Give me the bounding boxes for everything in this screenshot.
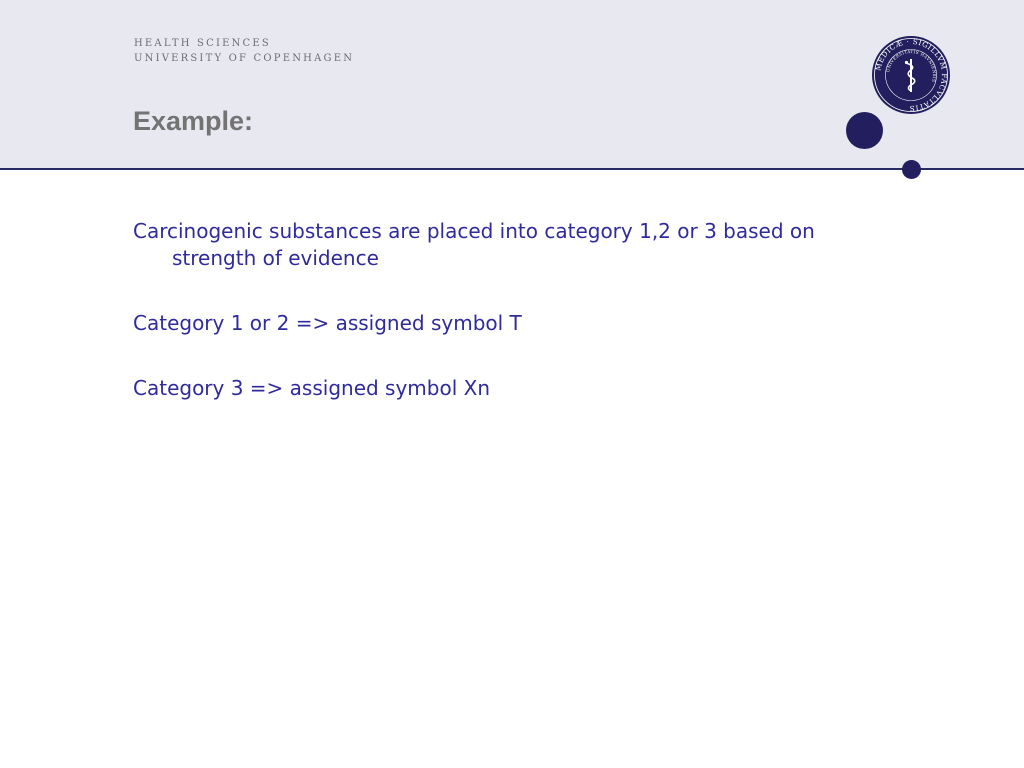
faculty-name-line-1: HEALTH SCIENCES bbox=[134, 38, 271, 49]
body-paragraph: Category 3 => assigned symbol Xn bbox=[133, 376, 491, 400]
slide-title: Example: bbox=[133, 106, 254, 136]
seal-inner-text: UNIVERSITATIS HAVNIENSIS bbox=[885, 48, 938, 83]
faculty-name bbox=[134, 36, 354, 66]
header-divider bbox=[0, 168, 1024, 170]
faculty-name-line-2: UNIVERSITY OF COPENHAGEN bbox=[134, 53, 355, 64]
seal-outer-text: MEDICÆ · SIGILLVM FACVLTATIS bbox=[873, 36, 950, 114]
body-paragraph: Category 1 or 2 => assigned symbol T bbox=[133, 311, 522, 335]
decorative-dot-large bbox=[846, 112, 883, 149]
slide-body bbox=[133, 218, 893, 440]
decorative-dot-small bbox=[902, 160, 921, 179]
body-paragraph: Carcinogenic substances are placed into category 1,2 or 3 based on strength of evidence bbox=[133, 219, 815, 270]
university-seal-logo bbox=[871, 35, 951, 115]
